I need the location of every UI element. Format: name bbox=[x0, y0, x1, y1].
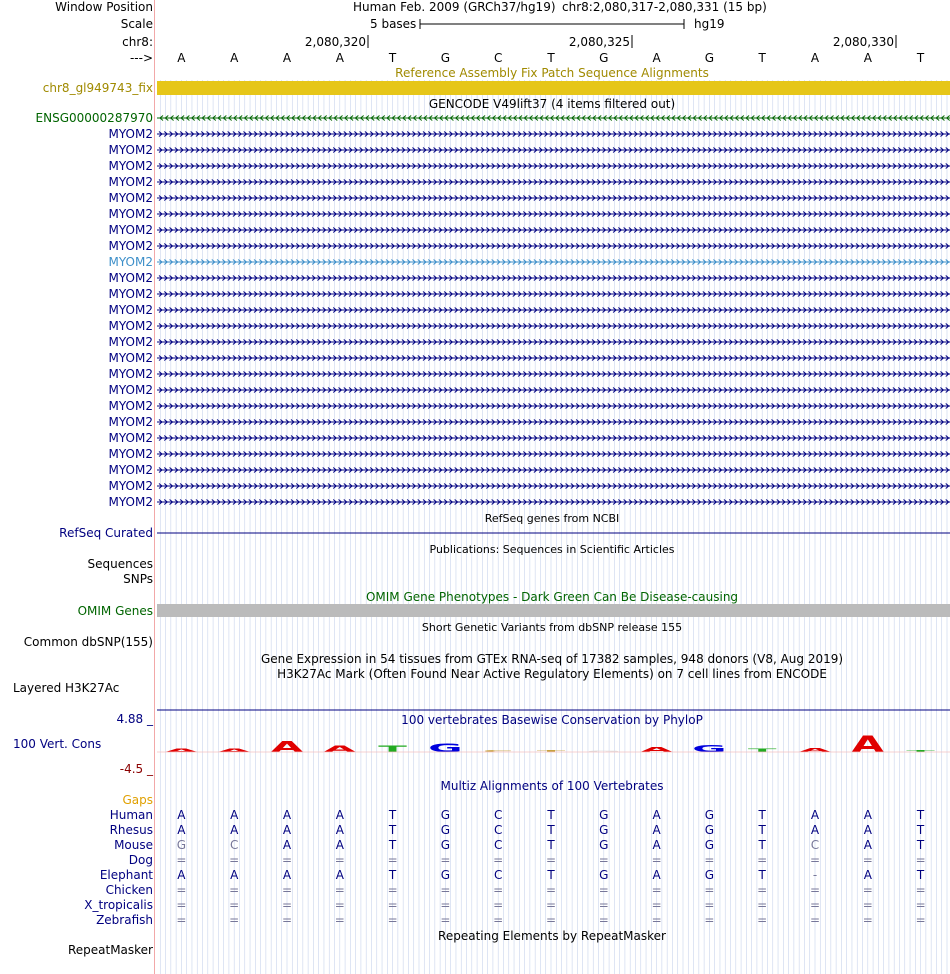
species-base: T bbox=[547, 838, 555, 852]
dbsnp-title: Short Genetic Variants from dbSNP release 155 bbox=[421, 621, 683, 634]
species-base: = bbox=[862, 883, 873, 897]
gencode-transcript-label[interactable]: MYOM2 bbox=[108, 175, 153, 189]
base-letter: A bbox=[652, 51, 661, 65]
species-base: G bbox=[440, 838, 451, 852]
species-base: A bbox=[177, 808, 186, 822]
coord-1: 2,080,320 bbox=[304, 35, 366, 49]
species-base: A bbox=[282, 838, 292, 852]
species-label[interactable]: Mouse bbox=[114, 838, 153, 852]
species-base: = bbox=[334, 913, 345, 927]
species-base: A bbox=[177, 823, 186, 837]
gtex-title: Gene Expression in 54 tissues from GTEx RNA-seq of 17382 samples, 948 donors (V8, Aug 2019) bbox=[260, 652, 844, 666]
species-base: C bbox=[493, 868, 503, 882]
base-letter: G bbox=[599, 51, 609, 65]
species-base: G bbox=[704, 838, 715, 852]
gencode-transcript-label[interactable]: MYOM2 bbox=[108, 415, 153, 429]
phylop-logo-letter: G bbox=[428, 741, 463, 755]
base-letter: T bbox=[916, 51, 925, 65]
window-position-label: Window Position bbox=[55, 0, 153, 14]
species-base: = bbox=[493, 853, 504, 867]
repeatmasker-title: Repeating Elements by RepeatMasker bbox=[438, 929, 666, 943]
species-base: = bbox=[440, 853, 451, 867]
species-base: G bbox=[704, 808, 715, 822]
species-base: = bbox=[651, 883, 662, 897]
phylop-min-label: -4.5 _ bbox=[119, 762, 153, 776]
species-base: = bbox=[915, 913, 926, 927]
gencode-transcript-label[interactable]: MYOM2 bbox=[108, 159, 153, 173]
species-base: = bbox=[387, 913, 398, 927]
strand-label: ---> bbox=[129, 51, 153, 65]
species-base: = bbox=[440, 883, 451, 897]
species-base: = bbox=[229, 898, 240, 912]
species-base: A bbox=[863, 823, 872, 837]
species-base: = bbox=[281, 913, 293, 927]
refseq-title: RefSeq genes from NCBI bbox=[484, 512, 620, 525]
species-base: = bbox=[809, 883, 821, 897]
species-base: = bbox=[862, 898, 873, 912]
species-base: = bbox=[334, 883, 345, 897]
species-base: T bbox=[916, 823, 925, 837]
h3k27ac-label[interactable]: Layered H3K27Ac bbox=[13, 681, 120, 695]
species-base: A bbox=[230, 868, 239, 882]
gencode-transcript-label[interactable]: MYOM2 bbox=[108, 463, 153, 477]
scale-label: Scale bbox=[120, 17, 153, 31]
species-base: G bbox=[599, 868, 609, 882]
species-base: C bbox=[229, 838, 239, 852]
species-base: = bbox=[704, 898, 715, 912]
gencode-transcript-label[interactable]: MYOM2 bbox=[108, 399, 153, 413]
species-base: T bbox=[388, 808, 397, 822]
species-base: = bbox=[176, 898, 187, 912]
gencode-transcript-label[interactable]: MYOM2 bbox=[108, 271, 153, 285]
species-base: = bbox=[809, 898, 821, 912]
species-base: = bbox=[598, 883, 609, 897]
phylop-logo-letter: G bbox=[586, 750, 622, 753]
species-base: C bbox=[493, 823, 503, 837]
species-base: = bbox=[862, 853, 873, 867]
species-base: = bbox=[493, 883, 504, 897]
phylop-logo-letter: A bbox=[640, 745, 673, 754]
species-label[interactable]: Elephant bbox=[99, 868, 153, 882]
publications-title: Publications: Sequences in Scientific Articles bbox=[429, 543, 675, 556]
species-base: = bbox=[545, 883, 557, 897]
gencode-transcript-label[interactable]: MYOM2 bbox=[108, 255, 153, 269]
species-base: T bbox=[388, 838, 397, 852]
gencode-transcript-label[interactable]: MYOM2 bbox=[108, 367, 153, 381]
gencode-transcript-label[interactable]: MYOM2 bbox=[108, 207, 153, 221]
species-base: G bbox=[599, 823, 609, 837]
db-label: hg19 bbox=[694, 17, 725, 31]
species-label[interactable]: Chicken bbox=[105, 883, 153, 897]
species-base: = bbox=[281, 853, 293, 867]
base-letter: A bbox=[810, 51, 820, 65]
gencode-transcript-label[interactable]: MYOM2 bbox=[108, 335, 153, 349]
phylop-title: 100 vertebrates Basewise Conservation by PhyloP bbox=[401, 713, 703, 727]
species-base: T bbox=[388, 823, 397, 837]
species-base: = bbox=[862, 913, 873, 927]
species-base: T bbox=[388, 868, 397, 882]
species-base: T bbox=[547, 868, 555, 882]
phylop-logo-letter: C bbox=[482, 749, 514, 753]
gencode-transcript-label[interactable]: MYOM2 bbox=[108, 143, 153, 157]
species-base: = bbox=[704, 853, 715, 867]
species-base: = bbox=[545, 853, 557, 867]
assembly-title: Human Feb. 2009 (GRCh37/hg19) bbox=[353, 0, 556, 14]
species-base: = bbox=[809, 913, 821, 927]
species-base: = bbox=[440, 898, 451, 912]
omim-title: OMIM Gene Phenotypes - Dark Green Can Be Disease-causing bbox=[365, 590, 739, 604]
gaps-label[interactable]: Gaps bbox=[122, 793, 153, 807]
omim-label[interactable]: OMIM Genes bbox=[77, 604, 153, 618]
dbsnp-label[interactable]: Common dbSNP(155) bbox=[23, 635, 153, 649]
coord-3: 2,080,330 bbox=[832, 35, 894, 49]
species-base: = bbox=[651, 898, 662, 912]
species-base: G bbox=[704, 868, 715, 882]
species-base: G bbox=[440, 868, 451, 882]
species-base: = bbox=[176, 883, 187, 897]
species-base: T bbox=[758, 838, 766, 852]
species-base: = bbox=[176, 853, 187, 867]
gencode-title: GENCODE V49lift37 (4 items filtered out) bbox=[428, 97, 676, 111]
species-base: = bbox=[281, 898, 293, 912]
species-base: = bbox=[229, 853, 240, 867]
base-letter: C bbox=[493, 51, 503, 65]
species-base: T bbox=[916, 838, 925, 852]
base-letter: A bbox=[230, 51, 239, 65]
species-base: G bbox=[440, 823, 451, 837]
species-base: T bbox=[916, 808, 925, 822]
gencode-ensg-label[interactable]: ENSG00000287970 bbox=[35, 111, 153, 125]
species-base: A bbox=[652, 808, 661, 822]
species-base: = bbox=[598, 853, 609, 867]
species-base: A bbox=[335, 838, 344, 852]
species-label[interactable]: X_tropicalis bbox=[84, 898, 153, 912]
species-base: T bbox=[547, 808, 555, 822]
gencode-transcript-label[interactable]: MYOM2 bbox=[108, 431, 153, 445]
species-base: A bbox=[810, 823, 820, 837]
phylop-logo-letter: T bbox=[536, 749, 566, 753]
scale-text: 5 bases bbox=[370, 17, 417, 31]
species-base: A bbox=[282, 808, 292, 822]
species-base: A bbox=[863, 868, 872, 882]
species-base: A bbox=[652, 838, 661, 852]
gencode-transcript-label[interactable]: MYOM2 bbox=[108, 223, 153, 237]
base-letter: T bbox=[758, 51, 766, 65]
multiz-title: Multiz Alignments of 100 Vertebrates bbox=[440, 779, 664, 793]
phylop-logo-letter: T bbox=[747, 748, 777, 754]
species-base: = bbox=[704, 883, 715, 897]
species-base: = bbox=[176, 913, 187, 927]
species-base: A bbox=[863, 838, 872, 852]
refseq-label[interactable]: RefSeq Curated bbox=[59, 526, 153, 540]
species-base: C bbox=[493, 838, 503, 852]
omim-bar[interactable] bbox=[157, 604, 950, 617]
gencode-transcript-label[interactable]: MYOM2 bbox=[108, 495, 153, 509]
species-base: A bbox=[230, 808, 239, 822]
fix-patch-title: Reference Assembly Fix Patch Sequence Alignments bbox=[395, 66, 709, 80]
base-letter: A bbox=[863, 51, 872, 65]
species-base: T bbox=[547, 823, 555, 837]
gencode-transcript-label[interactable]: MYOM2 bbox=[108, 383, 153, 397]
position-title: chr8:2,080,317-2,080,331 (15 bp) bbox=[562, 0, 767, 14]
species-base: G bbox=[599, 808, 609, 822]
species-base: = bbox=[229, 913, 240, 927]
phylop-logo-letter: T bbox=[906, 749, 935, 753]
species-label[interactable]: Rhesus bbox=[109, 823, 153, 837]
species-base: = bbox=[757, 898, 768, 912]
base-letter: G bbox=[440, 51, 451, 65]
species-base: = bbox=[229, 883, 240, 897]
species-base: = bbox=[281, 883, 293, 897]
species-base: G bbox=[704, 823, 715, 837]
species-base: = bbox=[598, 898, 609, 912]
species-base: A bbox=[335, 808, 344, 822]
species-base: A bbox=[335, 823, 344, 837]
species-base: = bbox=[915, 853, 926, 867]
species-base: = bbox=[915, 883, 926, 897]
species-base: = bbox=[809, 853, 821, 867]
species-base: A bbox=[810, 808, 820, 822]
gencode-transcript-label[interactable]: MYOM2 bbox=[108, 287, 153, 301]
gencode-transcript-label[interactable]: MYOM2 bbox=[108, 319, 153, 333]
base-letter: A bbox=[282, 51, 292, 65]
publications-snps-label[interactable]: SNPs bbox=[123, 572, 153, 586]
species-label[interactable]: Zebrafish bbox=[96, 913, 153, 927]
repeatmasker-label[interactable]: RepeatMasker bbox=[67, 943, 153, 957]
gencode-transcript-label[interactable]: MYOM2 bbox=[108, 239, 153, 253]
species-base: G bbox=[440, 808, 451, 822]
phylop-max-label: 4.88 _ bbox=[116, 712, 153, 726]
species-base: = bbox=[387, 898, 398, 912]
fix-patch-bar[interactable] bbox=[157, 81, 950, 95]
species-base: G bbox=[599, 838, 609, 852]
species-base: = bbox=[545, 898, 557, 912]
base-letter: A bbox=[335, 51, 344, 65]
species-base: A bbox=[230, 823, 239, 837]
gencode-transcript-label[interactable]: MYOM2 bbox=[108, 127, 153, 141]
h3k27ac-title: H3K27Ac Mark (Often Found Near Active Regulatory Elements) on 7 cell lines from ENCODE bbox=[277, 667, 827, 681]
species-base: A bbox=[652, 823, 661, 837]
species-base: - bbox=[812, 868, 818, 882]
species-base: C bbox=[493, 808, 503, 822]
species-base: = bbox=[440, 913, 451, 927]
gencode-transcript-label[interactable]: MYOM2 bbox=[108, 191, 153, 205]
coord-2: 2,080,325 bbox=[568, 35, 630, 49]
fix-patch-label[interactable]: chr8_gl949743_fix bbox=[42, 81, 153, 95]
species-label[interactable]: Dog bbox=[128, 853, 153, 867]
gencode-transcript-label[interactable]: MYOM2 bbox=[108, 303, 153, 317]
phylop-logo-letter: A bbox=[798, 746, 832, 754]
species-base: = bbox=[387, 883, 398, 897]
species-base: = bbox=[757, 913, 768, 927]
species-base: = bbox=[493, 913, 504, 927]
species-base: A bbox=[282, 868, 292, 882]
species-base: = bbox=[387, 853, 398, 867]
species-base: = bbox=[334, 853, 345, 867]
species-base: = bbox=[651, 913, 662, 927]
phylop-logo-letter: A bbox=[323, 744, 357, 755]
species-base: A bbox=[177, 868, 186, 882]
publications-sequences-label[interactable]: Sequences bbox=[87, 557, 153, 571]
phylop-logo-letter: T bbox=[378, 744, 407, 755]
gencode-transcript-label[interactable]: MYOM2 bbox=[108, 479, 153, 493]
gencode-transcript-label[interactable]: MYOM2 bbox=[108, 447, 153, 461]
phylop-logo-letter: A bbox=[165, 748, 198, 754]
species-base: = bbox=[598, 913, 609, 927]
base-letter: A bbox=[177, 51, 186, 65]
species-base: G bbox=[176, 838, 187, 852]
base-letter: T bbox=[388, 51, 397, 65]
phylop-logo-letter: A bbox=[270, 738, 304, 756]
species-base: C bbox=[810, 838, 820, 852]
species-base: A bbox=[863, 808, 872, 822]
phylop-label[interactable]: 100 Vert. Cons bbox=[13, 737, 102, 751]
species-base: = bbox=[757, 883, 768, 897]
base-letter: T bbox=[547, 51, 555, 65]
species-base: A bbox=[282, 823, 292, 837]
species-base: A bbox=[652, 868, 661, 882]
base-letter: G bbox=[704, 51, 715, 65]
species-base: = bbox=[651, 853, 662, 867]
phylop-logo-letter: G bbox=[692, 743, 727, 755]
phylop-logo-letter: A bbox=[851, 731, 885, 758]
species-base: = bbox=[704, 913, 715, 927]
gencode-transcript-label[interactable]: MYOM2 bbox=[108, 351, 153, 365]
species-base: = bbox=[915, 898, 926, 912]
chrom-label: chr8: bbox=[122, 35, 153, 49]
species-base: T bbox=[758, 808, 766, 822]
species-label[interactable]: Human bbox=[109, 808, 153, 822]
species-base: T bbox=[758, 868, 766, 882]
species-base: = bbox=[493, 898, 504, 912]
phylop-logo-letter: A bbox=[217, 748, 251, 754]
species-base: = bbox=[334, 898, 345, 912]
species-base: A bbox=[335, 868, 344, 882]
species-base: T bbox=[916, 868, 925, 882]
species-base: = bbox=[757, 853, 768, 867]
species-base: T bbox=[758, 823, 766, 837]
species-base: = bbox=[545, 913, 557, 927]
